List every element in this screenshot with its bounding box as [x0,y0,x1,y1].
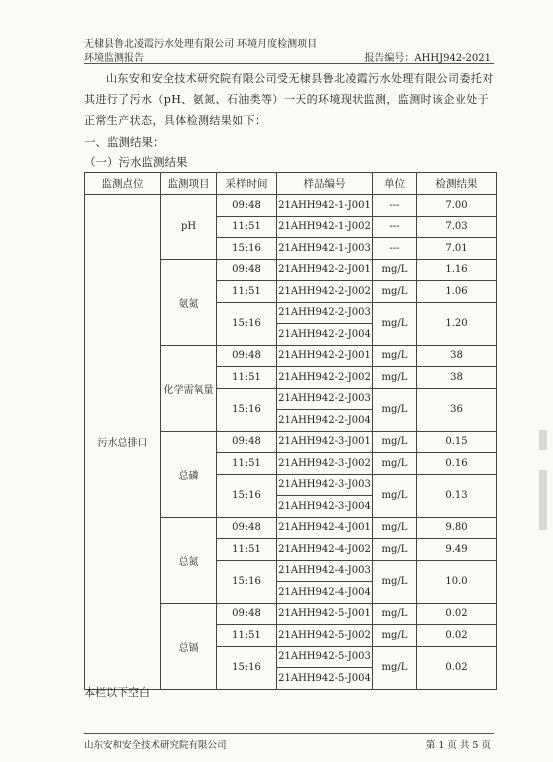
sampling-time-cell: 09:48 [217,431,277,453]
header-title: 无棣县鲁北凌霞污水处理有限公司 环境月度检测项目 [84,39,318,50]
monitoring-point-cell: 污水总排口 [85,195,161,690]
results-table [84,172,497,690]
result-cell: 10.0 [417,560,497,603]
header-report-number: 报告编号：AHHJ942-2021 [364,53,491,64]
result-cell: 0.13 [417,474,497,517]
unit-cell: mg/L [373,603,417,625]
sampling-time-cell: 15:16 [217,646,277,689]
result-cell: 0.02 [417,603,497,625]
sample-id-cell: 21AHH942-1-J003 [277,238,373,260]
sample-id-cell: 21AHH942-1-J002 [277,216,373,238]
monitoring-item-cell: 总氮 [161,517,217,603]
sampling-time-cell: 15:16 [217,388,277,431]
footer-page-number: 第 1 页 共 5 页 [425,740,491,751]
sample-id-cell: 21AHH942-2-J003 [277,302,373,324]
section-heading: 一、监测结果： [84,135,165,149]
monitoring-item-cell: 化学需氧量 [161,345,217,431]
unit-cell: mg/L [373,431,417,453]
table-row [85,195,497,217]
result-cell: 0.02 [417,625,497,647]
unit-cell: mg/L [373,259,417,281]
column-header: 单位 [373,173,417,195]
header-report-type: 环境监测报告 [84,53,144,64]
sample-id-cell: 21AHH942-4-J003 [277,560,373,582]
sampling-time-cell: 09:48 [217,259,277,281]
sample-id-cell: 21AHH942-3-J002 [277,453,373,475]
result-cell: 1.20 [417,302,497,345]
unit-cell: mg/L [373,646,417,689]
monitoring-item-cell: 总镉 [161,603,217,689]
unit-cell: mg/L [373,625,417,647]
result-cell: 38 [417,345,497,367]
sample-id-cell: 21AHH942-5-J002 [277,625,373,647]
sample-id-cell: 21AHH942-2-J004 [277,410,373,432]
footer-company: 山东安和安全技术研究院有限公司 [84,740,227,751]
result-cell: 1.16 [417,259,497,281]
intro-paragraph: 山东安和安全技术研究院有限公司受无棣县鲁北凌霞污水处理有限公司委托对其进行了污水（pH、氨氮、石油类等）一天的环境现状监测，监测时该企业处于正常生产状态，具体检测结果如下： [84,72,494,127]
sample-id-cell: 21AHH942-2-J001 [277,259,373,281]
sample-id-cell: 21AHH942-5-J004 [277,668,373,690]
unit-cell: mg/L [373,281,417,303]
unit-cell: mg/L [373,560,417,603]
column-header: 检测结果 [417,173,497,195]
sampling-time-cell: 11:51 [217,539,277,561]
sample-id-cell: 21AHH942-4-J001 [277,517,373,539]
binding-edge-mark [539,430,547,450]
sample-id-cell: 21AHH942-3-J004 [277,496,373,518]
sample-id-cell: 21AHH942-4-J004 [277,582,373,604]
result-cell: 1.06 [417,281,497,303]
unit-cell: mg/L [373,367,417,389]
blank-note: 本栏以下空白 [84,686,150,699]
result-cell: 9.80 [417,517,497,539]
unit-cell: --- [373,195,417,217]
sample-id-cell: 21AHH942-3-J001 [277,431,373,453]
column-header: 采样时间 [217,173,277,195]
sampling-time-cell: 11:51 [217,216,277,238]
sample-id-cell: 21AHH942-2-J004 [277,324,373,346]
sample-id-cell: 21AHH942-1-J001 [277,195,373,217]
sample-id-cell: 21AHH942-2-J002 [277,281,373,303]
result-cell: 7.01 [417,238,497,260]
sample-id-cell: 21AHH942-2-J003 [277,388,373,410]
sample-id-cell: 21AHH942-2-J002 [277,367,373,389]
result-cell: 36 [417,388,497,431]
unit-cell: mg/L [373,302,417,345]
column-header: 监测点位 [85,173,161,195]
sample-id-cell: 21AHH942-5-J001 [277,603,373,625]
result-cell: 0.02 [417,646,497,689]
result-cell: 9.49 [417,539,497,561]
unit-cell: mg/L [373,539,417,561]
monitoring-item-cell: 总磷 [161,431,217,517]
sample-id-cell: 21AHH942-4-J002 [277,539,373,561]
sampling-time-cell: 11:51 [217,453,277,475]
unit-cell: --- [373,216,417,238]
sampling-time-cell: 11:51 [217,367,277,389]
result-cell: 38 [417,367,497,389]
sampling-time-cell: 09:48 [217,603,277,625]
sampling-time-cell: 09:48 [217,195,277,217]
monitoring-item-cell: pH [161,195,217,260]
sample-id-cell: 21AHH942-2-J001 [277,345,373,367]
sampling-time-cell: 15:16 [217,474,277,517]
sampling-time-cell: 11:51 [217,281,277,303]
result-cell: 7.03 [417,216,497,238]
binding-edge-mark [539,470,547,530]
column-header: 样品编号 [277,173,373,195]
footer-rule [84,733,494,734]
column-header: 监测项目 [161,173,217,195]
sampling-time-cell: 15:16 [217,302,277,345]
result-cell: 7.00 [417,195,497,217]
table-header-row [85,173,497,195]
sampling-time-cell: 15:16 [217,238,277,260]
subsection-heading: （一）污水监测结果 [84,155,188,169]
unit-cell: mg/L [373,345,417,367]
monitoring-item-cell: 氨氮 [161,259,217,345]
sample-id-cell: 21AHH942-5-J003 [277,646,373,668]
unit-cell: mg/L [373,517,417,539]
result-cell: 0.15 [417,431,497,453]
header-rule [84,63,494,64]
sampling-time-cell: 11:51 [217,625,277,647]
unit-cell: mg/L [373,474,417,517]
result-cell: 0.16 [417,453,497,475]
sampling-time-cell: 15:16 [217,560,277,603]
sampling-time-cell: 09:48 [217,345,277,367]
unit-cell: mg/L [373,453,417,475]
unit-cell: --- [373,238,417,260]
sampling-time-cell: 09:48 [217,517,277,539]
sample-id-cell: 21AHH942-3-J003 [277,474,373,496]
unit-cell: mg/L [373,388,417,431]
